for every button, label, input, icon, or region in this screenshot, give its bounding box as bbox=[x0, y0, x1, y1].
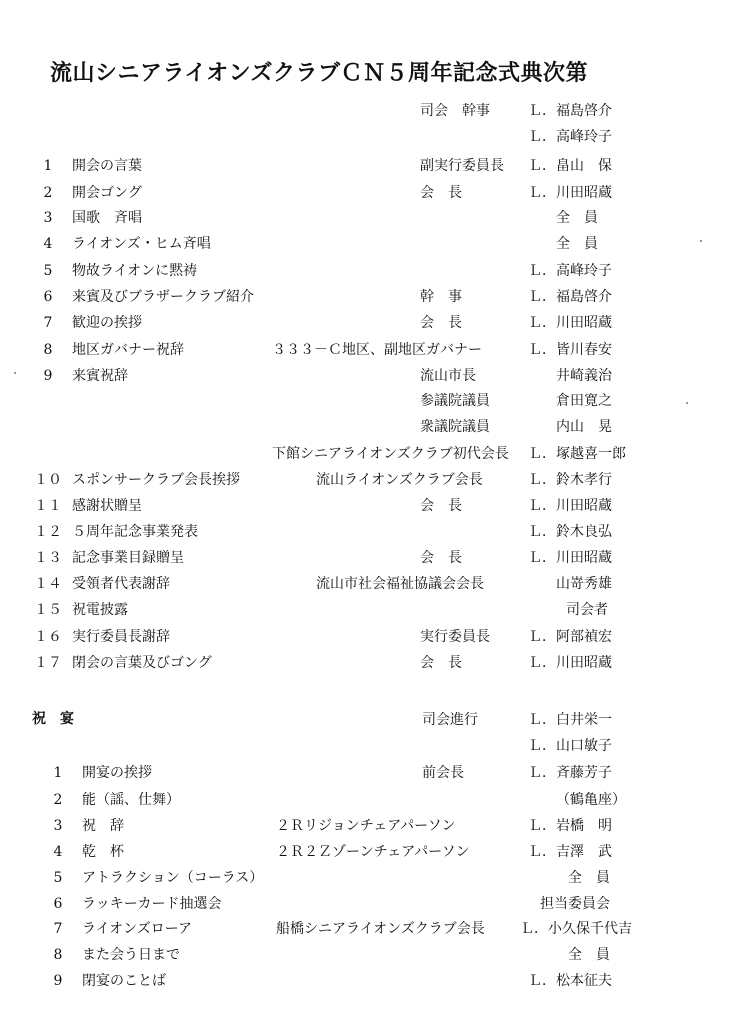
banquet-row bbox=[0, 918, 736, 940]
ceremony-role: 幹 事 bbox=[420, 289, 462, 305]
ceremony-item-number: 9 bbox=[43, 368, 53, 384]
ceremony-person: 山嵜秀雄 bbox=[556, 576, 612, 592]
ceremony-person: Ｌ．川田昭蔵 bbox=[528, 315, 612, 331]
banquet-role: 司会進行 bbox=[422, 712, 478, 728]
ceremony-row bbox=[0, 495, 736, 517]
ceremony-item-number: １３ bbox=[34, 550, 62, 566]
ceremony-item-number: １１ bbox=[34, 498, 62, 514]
ceremony-item-name: ５周年記念事業発表 bbox=[72, 524, 198, 540]
document-title: 流山シニアライオンズクラブＣＮ５周年記念式典次第 bbox=[50, 61, 589, 86]
ceremony-role: 会 長 bbox=[420, 655, 462, 671]
ceremony-item-name: 来賓及びブラザークラブ紹介 bbox=[72, 289, 254, 305]
ceremony-person: Ｌ．鈴木良弘 bbox=[528, 524, 612, 540]
ceremony-item-name: 国歌 斉唱 bbox=[72, 210, 142, 226]
banquet-row bbox=[0, 815, 736, 837]
banquet-item-number: 9 bbox=[53, 973, 63, 989]
ceremony-person: Ｌ．阿部禎宏 bbox=[528, 629, 612, 645]
ceremony-item-name: スポンサークラブ会長挨拶 bbox=[72, 472, 240, 488]
ceremony-row bbox=[0, 365, 736, 387]
banquet-item-number: 5 bbox=[53, 870, 63, 886]
ceremony-row bbox=[0, 521, 736, 543]
ceremony-item-number: 5 bbox=[43, 263, 53, 279]
ceremony-role: 流山ライオンズクラブ会長 bbox=[316, 472, 483, 488]
ceremony-item-name: 開会の言葉 bbox=[72, 158, 142, 174]
ceremony-role: 実行委員長 bbox=[420, 629, 490, 645]
banquet-item-number: 8 bbox=[53, 947, 63, 963]
ceremony-role: 副実行委員長 bbox=[420, 158, 504, 174]
ceremony-row bbox=[0, 100, 736, 122]
ceremony-role: 流山市長 bbox=[420, 368, 476, 384]
ceremony-row bbox=[0, 390, 736, 412]
banquet-role: 前会長 bbox=[422, 765, 464, 781]
ceremony-row bbox=[0, 547, 736, 569]
ceremony-person: Ｌ．高峰玲子 bbox=[528, 263, 612, 279]
ceremony-person: Ｌ．福島啓介 bbox=[528, 103, 612, 119]
ceremony-role: 流山市社会福祉協議会会長 bbox=[316, 576, 484, 592]
banquet-person: Ｌ．白井栄一 bbox=[528, 712, 612, 728]
ceremony-item-name: 受領者代表謝辞 bbox=[72, 576, 170, 592]
ceremony-item-number: １２ bbox=[34, 524, 62, 540]
banquet-item-name: 開宴の挨拶 bbox=[82, 765, 152, 781]
ceremony-row bbox=[0, 312, 736, 334]
scan-speck bbox=[14, 372, 16, 374]
ceremony-item-name: 実行委員長謝辞 bbox=[72, 629, 170, 645]
banquet-item-number: 6 bbox=[53, 896, 63, 912]
ceremony-item-number: １６ bbox=[34, 629, 62, 645]
banquet-person: Ｌ．山口敏子 bbox=[528, 738, 612, 754]
ceremony-row bbox=[0, 182, 736, 204]
ceremony-role: 会 長 bbox=[420, 315, 462, 331]
ceremony-person: 内山 晃 bbox=[556, 419, 612, 435]
ceremony-person: Ｌ．鈴木孝行 bbox=[528, 472, 612, 488]
banquet-row bbox=[0, 944, 736, 966]
ceremony-person: Ｌ．川田昭蔵 bbox=[528, 498, 612, 514]
banquet-row bbox=[0, 789, 736, 811]
ceremony-role: 司会 幹事 bbox=[420, 103, 490, 119]
ceremony-item-number: 8 bbox=[43, 342, 53, 358]
scan-speck bbox=[686, 402, 688, 404]
banquet-row bbox=[0, 762, 736, 784]
ceremony-row bbox=[0, 207, 736, 229]
banquet-role: ２Ｒリジョンチェアパーソン bbox=[276, 818, 456, 834]
ceremony-row bbox=[0, 599, 736, 621]
ceremony-person: Ｌ．川田昭蔵 bbox=[528, 185, 612, 201]
ceremony-role: 会 長 bbox=[420, 498, 462, 514]
banquet-row bbox=[0, 867, 736, 889]
banquet-person: 全 員 bbox=[568, 947, 610, 963]
banquet-item-number: 3 bbox=[53, 818, 63, 834]
ceremony-role: 衆議院議員 bbox=[420, 419, 490, 435]
ceremony-role: 会 長 bbox=[420, 185, 462, 201]
ceremony-item-name: 感謝状贈呈 bbox=[72, 498, 142, 514]
ceremony-person: Ｌ．福島啓介 bbox=[528, 289, 612, 305]
banquet-row bbox=[0, 893, 736, 915]
ceremony-person: 全 員 bbox=[556, 210, 598, 226]
banquet-item-number: 1 bbox=[53, 765, 63, 781]
banquet-role: 船橋シニアライオンズクラブ会長 bbox=[276, 921, 485, 937]
ceremony-item-number: 1 bbox=[43, 158, 53, 174]
ceremony-item-name: 開会ゴング bbox=[72, 185, 142, 201]
ceremony-item-number: １７ bbox=[34, 655, 62, 671]
ceremony-item-number: １４ bbox=[34, 576, 62, 592]
banquet-person: Ｌ．岩橋 明 bbox=[528, 818, 612, 834]
banquet-item-name: ライオンズローア bbox=[82, 921, 193, 937]
ceremony-row bbox=[0, 469, 736, 491]
banquet-person: 担当委員会 bbox=[540, 896, 610, 912]
ceremony-item-number: １０ bbox=[34, 472, 62, 488]
ceremony-item-name: 歓迎の挨拶 bbox=[72, 315, 142, 331]
banquet-person: Ｌ．吉澤 武 bbox=[528, 844, 612, 860]
ceremony-person: 全 員 bbox=[556, 236, 598, 252]
ceremony-item-name: 地区ガバナー祝辞 bbox=[72, 342, 184, 358]
banquet-heading: 祝 宴 bbox=[32, 711, 74, 727]
scan-speck bbox=[700, 240, 702, 242]
ceremony-person: 司会者 bbox=[566, 602, 608, 618]
banquet-row bbox=[0, 735, 736, 757]
ceremony-role: ３３３－Ｃ地区、副地区ガバナー bbox=[272, 342, 482, 358]
ceremony-person: Ｌ．川田昭蔵 bbox=[528, 550, 612, 566]
ceremony-person: 井崎義治 bbox=[556, 368, 612, 384]
banquet-item-name: また会う日まで bbox=[82, 947, 180, 963]
banquet-person: 全 員 bbox=[568, 870, 610, 886]
banquet-item-name: 祝 辞 bbox=[82, 818, 124, 834]
ceremony-role: 下館シニアライオンズクラブ初代会長 bbox=[272, 446, 509, 462]
banquet-person: （鶴亀座） bbox=[556, 792, 626, 808]
ceremony-row bbox=[0, 652, 736, 674]
ceremony-item-number: 3 bbox=[43, 210, 53, 226]
ceremony-person: Ｌ．川田昭蔵 bbox=[528, 655, 612, 671]
ceremony-row bbox=[0, 286, 736, 308]
banquet-item-number: 7 bbox=[53, 921, 63, 937]
ceremony-person: 倉田寛之 bbox=[556, 393, 612, 409]
ceremony-item-name: 来賓祝辞 bbox=[72, 368, 128, 384]
banquet-item-number: 2 bbox=[53, 792, 63, 808]
ceremony-row bbox=[0, 126, 736, 148]
ceremony-row bbox=[0, 260, 736, 282]
ceremony-item-number: 2 bbox=[43, 185, 53, 201]
ceremony-item-number: 6 bbox=[43, 289, 53, 305]
ceremony-item-number: １５ bbox=[34, 602, 62, 618]
ceremony-item-number: 7 bbox=[43, 315, 53, 331]
ceremony-row bbox=[0, 573, 736, 595]
ceremony-role: 参議院議員 bbox=[420, 393, 490, 409]
banquet-person: Ｌ．斉藤芳子 bbox=[528, 765, 612, 781]
ceremony-row bbox=[0, 626, 736, 648]
banquet-item-name: 閉宴のことば bbox=[82, 973, 166, 989]
banquet-item-name: 乾 杯 bbox=[82, 844, 124, 860]
ceremony-item-name: 祝電披露 bbox=[72, 602, 128, 618]
ceremony-person: Ｌ．高峰玲子 bbox=[528, 129, 612, 145]
banquet-item-name: 能（謡、仕舞） bbox=[82, 792, 180, 808]
banquet-row bbox=[0, 709, 736, 731]
ceremony-person: Ｌ．畠山 保 bbox=[528, 158, 612, 174]
banquet-item-name: アトラクション（コーラス） bbox=[82, 870, 264, 886]
ceremony-item-name: ライオンズ・ヒム斉唱 bbox=[72, 236, 211, 252]
banquet-person: Ｌ．松本征夫 bbox=[528, 973, 612, 989]
ceremony-person: Ｌ．塚越喜一郎 bbox=[528, 446, 626, 462]
ceremony-row bbox=[0, 155, 736, 177]
banquet-row bbox=[0, 841, 736, 863]
ceremony-item-name: 閉会の言葉及びゴング bbox=[72, 655, 212, 671]
ceremony-role: 会 長 bbox=[420, 550, 462, 566]
ceremony-row bbox=[0, 416, 736, 438]
ceremony-person: Ｌ．皆川春安 bbox=[528, 342, 612, 358]
ceremony-item-name: 記念事業目録贈呈 bbox=[72, 550, 184, 566]
ceremony-row bbox=[0, 233, 736, 255]
ceremony-row bbox=[0, 443, 736, 465]
ceremony-row bbox=[0, 339, 736, 361]
banquet-row bbox=[0, 970, 736, 992]
banquet-person: Ｌ．小久保千代吉 bbox=[520, 921, 632, 937]
ceremony-item-name: 物故ライオンに黙祷 bbox=[72, 263, 198, 279]
banquet-item-number: 4 bbox=[53, 844, 63, 860]
ceremony-item-number: 4 bbox=[43, 236, 53, 252]
banquet-item-name: ラッキーカード抽選会 bbox=[82, 896, 222, 912]
banquet-role: ２Ｒ２Ｚゾーンチェアパーソン bbox=[276, 844, 470, 860]
